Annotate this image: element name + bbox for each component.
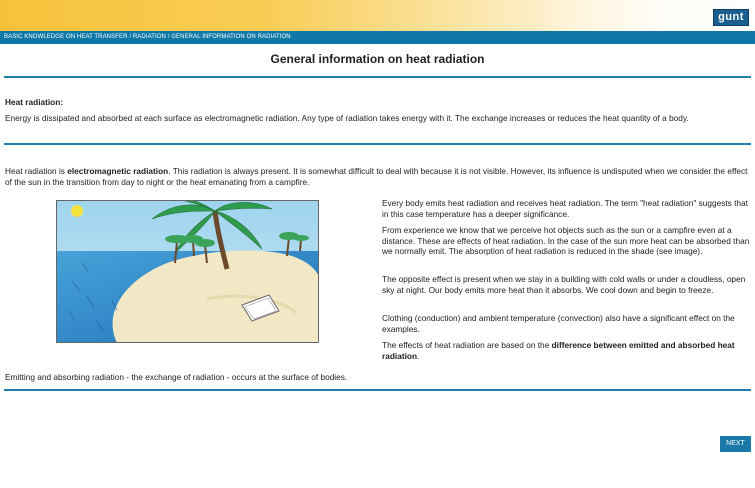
divider-bottom: [4, 389, 751, 391]
gunt-logo: gunt: [713, 9, 749, 26]
breadcrumb: BASIC KNOWLEDGE ON HEAT TRANSFER / RADIATION / GENERAL INFORMATION ON RADIATION: [0, 31, 755, 44]
paragraph-4: Clothing (conduction) and ambient temperature (convection) also have a significant effect on the examples.: [382, 313, 735, 334]
paragraph-5: The effects of heat radiation are based on the difference between emitted and absorbed heat radiation.: [382, 340, 735, 361]
paragraph-2: From experience we know that we perceive hot objects such as the sun or a campfire even at a distance. These are effects of heat radiation. In the case of the sun more heat can be absorbed than we normally emit. The absorption of heat radiation is reduced in the shade (see image).: [382, 225, 750, 256]
top-banner: [0, 0, 755, 31]
divider-mid: [4, 143, 751, 145]
beach-illustration: [56, 200, 319, 343]
page-title: General information on heat radiation: [270, 52, 485, 66]
intro-text: Energy is dissipated and absorbed at each surface as electromagnetic radiation. Any type of radiation takes energy with it. The exchange increases or reduces the heat quantity of a body.: [5, 113, 689, 123]
lead-paragraph: Heat radiation is electromagnetic radiation. This radiation is always present. It is somewhat difficult to deal with because it is not visible. However, its influence is undisputed when we consider the effect of the sun in the transition from day to night or the heat emanating from a campfire.: [5, 166, 748, 187]
footer-text: Emitting and absorbing radiation - the exchange of radiation - occurs at the surface of bodies.: [5, 372, 348, 382]
section-heading: Heat radiation:: [5, 97, 64, 107]
divider-top: [4, 76, 751, 78]
next-button[interactable]: NEXT: [720, 436, 751, 452]
paragraph-3: The opposite effect is present when we stay in a building with cold walls or under a cloudless, open sky at night. Our body emits more heat than it absorbs. We cool down and begin to freeze.: [382, 274, 746, 295]
paragraph-1: Every body emits heat radiation and receives heat radiation. The term "heat radiation" suggests that in this case temperature has a deeper significance.: [382, 198, 748, 219]
